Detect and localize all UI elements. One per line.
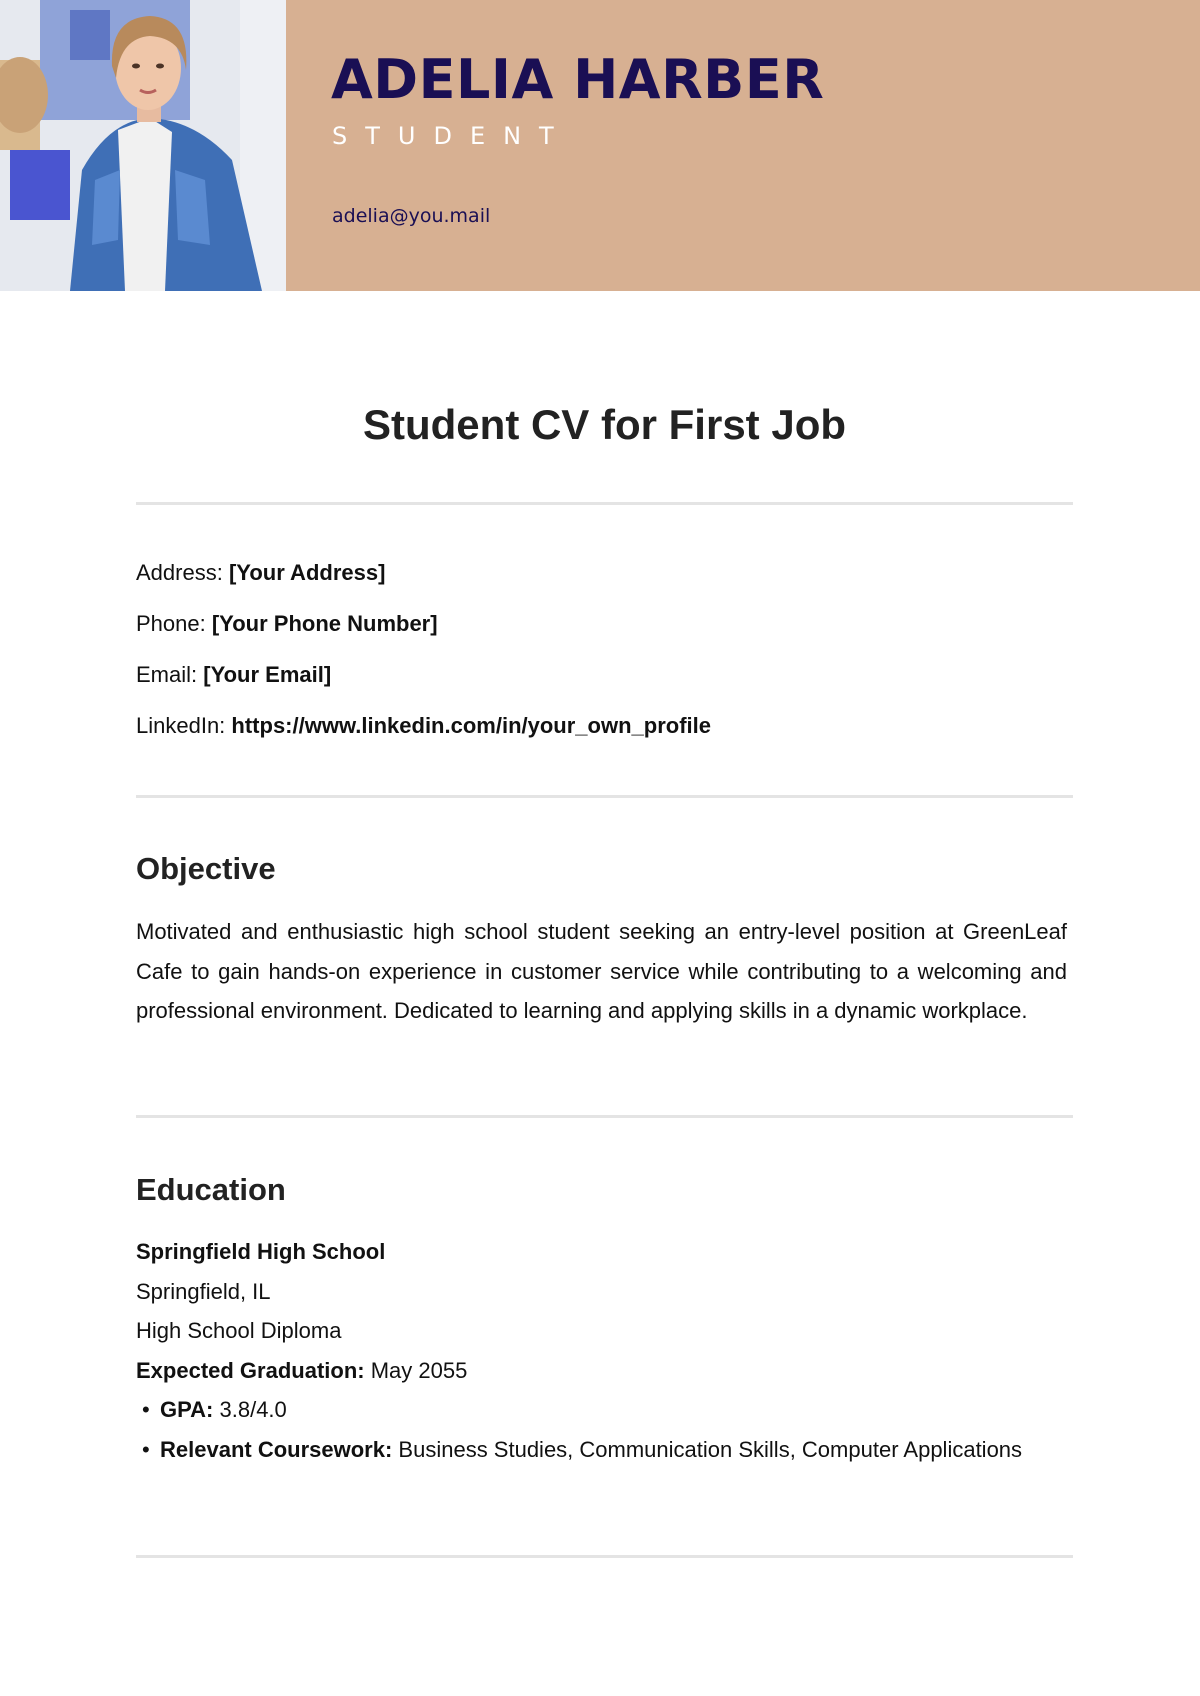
- contact-label: Address:: [136, 560, 223, 585]
- graduation-label: Expected Graduation:: [136, 1357, 365, 1383]
- contact-value: [Your Phone Number]: [211, 611, 438, 636]
- education-details: [136, 1232, 1073, 1469]
- linkedin-link[interactable]: https://www.linkedin.com/in/your_own_profile: [231, 713, 711, 738]
- divider: [136, 795, 1073, 798]
- objective-heading: Objective: [136, 851, 276, 886]
- contact-label: LinkedIn:: [136, 713, 226, 738]
- profile-photo: [0, 0, 286, 291]
- contact-label: Phone:: [136, 611, 206, 636]
- divider: [136, 1115, 1073, 1118]
- education-bullets: [136, 1390, 1073, 1469]
- document-title: Student CV for First Job: [363, 401, 846, 448]
- contact-value: [Your Email]: [203, 662, 332, 687]
- contact-address: [136, 555, 1073, 606]
- school-location: Springfield, IL: [136, 1278, 271, 1304]
- bullet-value: 3.8/4.0: [219, 1397, 287, 1422]
- header-banner: [0, 0, 1200, 291]
- candidate-name: ADELIA HARBER: [331, 48, 825, 111]
- graduation-value: May 2055: [370, 1357, 468, 1383]
- contact-email: [136, 657, 1073, 708]
- divider: [136, 1555, 1073, 1558]
- bullet-value: Business Studies, Communication Skills, Computer Applications: [398, 1436, 1023, 1462]
- degree: High School Diploma: [136, 1318, 342, 1343]
- divider: [136, 502, 1073, 505]
- graduation: [136, 1351, 1073, 1391]
- bullet-label: GPA:: [160, 1397, 214, 1422]
- school-name: Springfield High School: [136, 1239, 386, 1264]
- list-item: [136, 1430, 1066, 1470]
- contact-linkedin: [136, 708, 1073, 759]
- contact-info: [136, 555, 1073, 759]
- objective-text: Motivated and enthusiastic high school student seeking an entry-level position at GreenLeaf Cafe to gain hands-on experience in customer service while contributing to a welcoming and professional environment. Dedicated to learning and applying skills in a dynamic workplace.: [136, 919, 1067, 1023]
- contact-phone: [136, 606, 1073, 657]
- contact-label: Email:: [136, 662, 198, 687]
- candidate-role: STUDENT: [332, 122, 572, 150]
- header-email-link[interactable]: adelia@you.mail: [332, 205, 491, 227]
- list-item: [136, 1390, 1073, 1430]
- bullet-label: Relevant Coursework:: [160, 1436, 393, 1462]
- contact-value: [Your Address]: [228, 560, 386, 585]
- education-heading: Education: [136, 1172, 286, 1207]
